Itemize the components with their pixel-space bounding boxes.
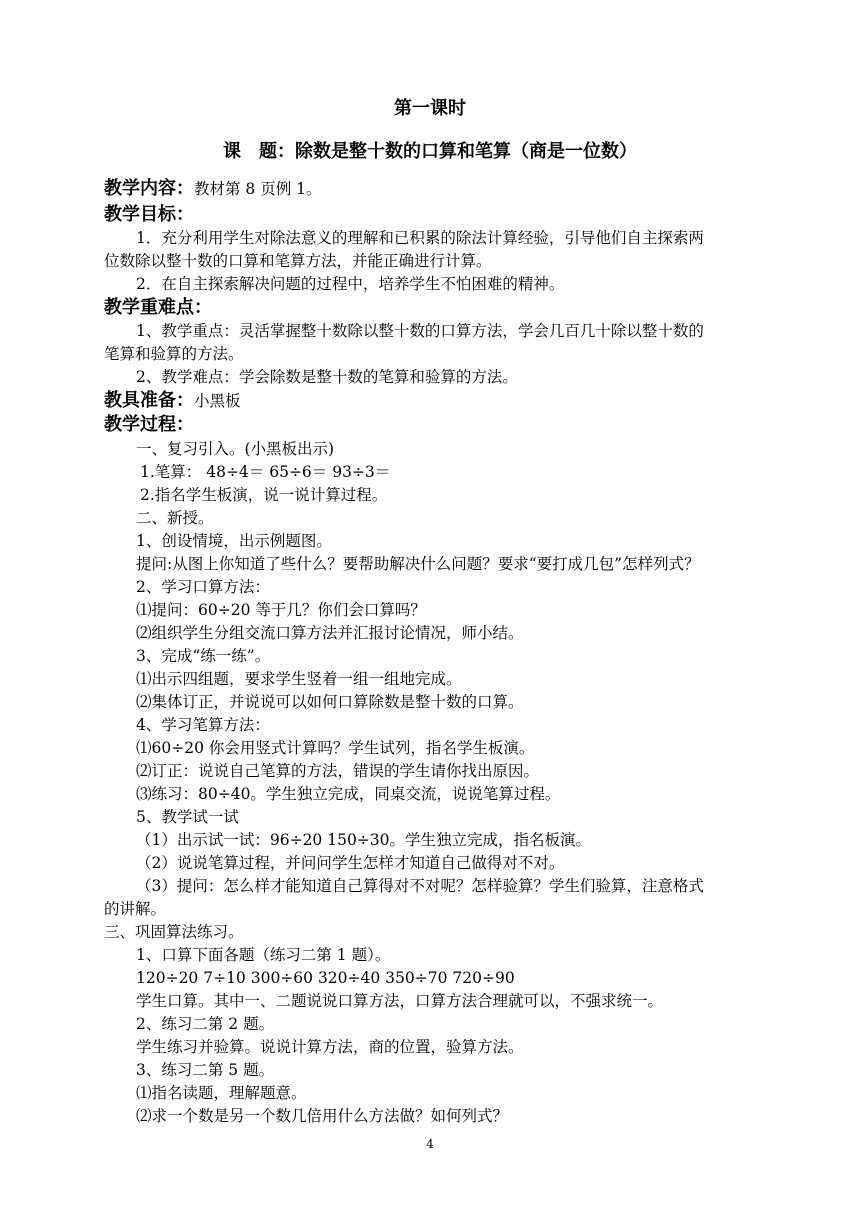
process-line: （1）出示试一试：96÷20 150÷30。学生独立完成，指名板演。 [136, 831, 592, 849]
goals-line: 1．充分利用学生对除法意义的理解和已积累的除法计算经验，引导他们自主探索两 [136, 229, 704, 247]
process-line: 的讲解。 [104, 900, 167, 918]
content-label: 教学内容： [104, 178, 194, 199]
process-line: ⑴出示四组题，要求学生竖着一组一组地完成。 [136, 670, 462, 688]
process-line: （2）说说笔算过程，并问问学生怎样才知道自己做得对不对。 [136, 854, 565, 872]
process-line: ⑴60÷20 你会用竖式计算吗？学生试列，指名学生板演。 [136, 739, 535, 757]
process-line: 3、练习二第 5 题。 [136, 1061, 275, 1079]
process-line: 三、巩固算法练习。 [104, 923, 244, 941]
process-line: 1、创设情境，出示例题图。 [136, 532, 332, 550]
process-line: 2、练习二第 2 题。 [136, 1015, 275, 1033]
section-tools [104, 389, 241, 413]
process-line: 一、复习引入。(小黑板出示) [136, 440, 335, 458]
process-line: 120÷20 7÷10 300÷60 320÷40 350÷70 720÷90 [136, 969, 515, 987]
process-line: 5、教学试一试 [136, 808, 239, 826]
process-line: ⑶练习：80÷40。学生独立完成，同桌交流，说说笔算过程。 [136, 785, 561, 803]
process-line: 提问:从图上你知道了些什么？要帮助解决什么问题？要求“要打成几包”怎样列式？ [136, 555, 700, 573]
process-line: ⑵订正：说说自己笔算的方法，错误的学生请你找出原因。 [136, 762, 540, 780]
goals-line: 2．在自主探索解决问题的过程中，培养学生不怕困难的精神。 [136, 275, 565, 293]
process-line: （3）提问：怎么样才能知道自己算得对不对呢？怎样验算？学生们验算，注意格式 [136, 877, 704, 895]
keypoints-line: 笔算和验算的方法。 [104, 345, 244, 363]
process-line: ⑵求一个数是另一个数几倍用什么方法做？如何列式？ [136, 1107, 509, 1125]
process-line: 学生练习并验算。说说计算方法，商的位置，验算方法。 [136, 1038, 524, 1056]
tools-value: 小黑板 [194, 392, 241, 410]
process-line: 二、新授。 [136, 509, 214, 527]
page-title: 第一课时 [394, 98, 466, 119]
process-line: 学生口算。其中一、二题说说口算方法，口算方法合理就可以，不强求统一。 [136, 992, 664, 1010]
process-line: 3、完成“练一练”。 [136, 647, 271, 665]
page-number: 4 [426, 1137, 434, 1151]
process-line: 2.指名学生板演，说一说计算过程。 [140, 486, 388, 504]
process-line: 1.笔算： 48÷4＝ 65÷6＝ 93÷3＝ [140, 463, 391, 481]
content-value: 教材第 8 页例 1。 [194, 180, 322, 198]
section-content [104, 177, 322, 201]
tools-label: 教具准备： [104, 390, 194, 411]
goals-heading: 教学目标： [104, 204, 194, 225]
process-line: ⑵组织学生分组交流口算方法并汇报讨论情况，师小结。 [136, 624, 524, 642]
process-line: ⑴指名读题，理解题意。 [136, 1084, 307, 1102]
process-line: ⑵集体订正，并说说可以如何口算除数是整十数的口算。 [136, 693, 524, 711]
process-line: 4、学习笔算方法： [136, 716, 270, 734]
process-heading: 教学过程： [104, 414, 194, 435]
process-line: 1、口算下面各题（练习二第 1 题）。 [136, 946, 391, 964]
lesson-subtitle: 课 题：除数是整十数的口算和笔算（商是一位数） [223, 141, 637, 162]
goals-line: 位数除以整十数的口算和笔算方法，并能正确进行计算。 [104, 252, 492, 270]
process-line: ⑴提问：60÷20 等于几？你们会口算吗？ [136, 601, 426, 619]
process-line: 2、学习口算方法： [136, 578, 270, 596]
keypoints-heading: 教学重难点： [104, 297, 212, 318]
keypoints-line: 1、教学重点：灵活掌握整十数除以整十数的口算方法，学会几百几十除以整十数的 [136, 322, 704, 340]
keypoints-line: 2、教学难点：学会除数是整十数的笔算和验算的方法。 [136, 368, 518, 386]
